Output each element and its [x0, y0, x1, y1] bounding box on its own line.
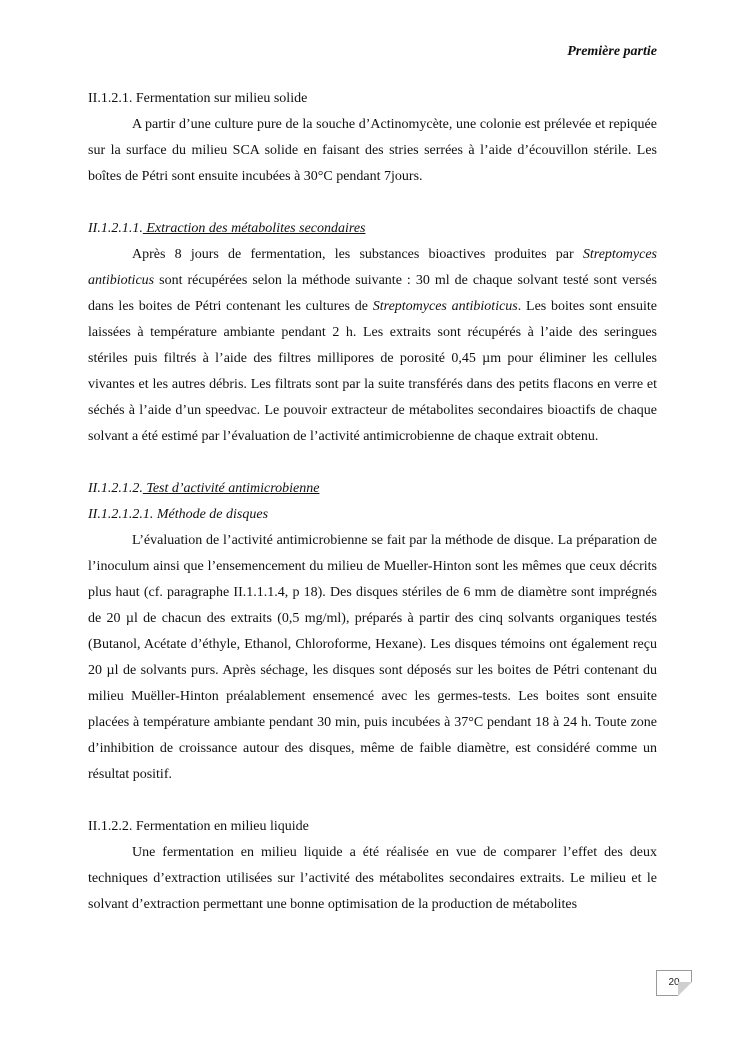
spacer	[88, 450, 657, 476]
page-header: Première partie	[567, 44, 657, 59]
spacer	[88, 788, 657, 814]
text-run: sont récupérées selon la méthode suivante : 30 ml de chaque solvant testé sont versés dans les boites de Pétri contenant les cultures de	[88, 273, 657, 314]
spacer	[88, 190, 657, 216]
species-name: Streptomyces antibioticus	[372, 299, 518, 314]
species-name: Streptomyces antibioticus	[88, 247, 657, 288]
heading-title: Extraction des métabolites secondaires	[142, 221, 366, 236]
section-heading-extraction	[88, 216, 657, 242]
section-heading-test-activite	[88, 476, 657, 502]
paragraph-fermentation-solide: A partir d’une culture pure de la souche d’Actinomycète, une colonie est prélevée et repiquée sur la surface du milieu SCA solide en faisant des stries serrées à l’aide d’écouvillon stérile. Les boîtes de Pétri sont ensuite incubées à 30°C pendant 7jours.	[88, 117, 657, 184]
text-run: . Les boites sont ensuite laissées à température ambiante pendant 2 h. Les extraits sont récupérés à l’aide des seringues stériles puis filtrés à l’aide des filtres millipores de porosité 0,45 µm pour éliminer les cellules vivantes et les autres débris. Les filtrats sont par la suite transférés dans des petits flacons en verre et séchés à l’aide d’un speedvac. Le pouvoir extracteur de métabolites secondaires bioactifs de chaque solvant a été estimé par l’évaluation de l’activité antimicrobienne de chaque extrait obtenu.	[88, 299, 657, 444]
heading-title: Test d’activité antimicrobienne	[142, 481, 320, 496]
subsection-heading-methode-disques: II.1.2.1.2.1. Méthode de disques	[88, 507, 269, 522]
paragraph-fermentation-liquide: Une fermentation en milieu liquide a été réalisée en vue de comparer l’effet des deux techniques d’extraction utilisées sur l’activité des métabolites secondaires extraits. Le milieu et le solvant d’extraction permettant une bonne optimisation de la production de métabolites	[88, 845, 657, 912]
text-run: Après 8 jours de fermentation, les substances bioactives produites par	[132, 247, 583, 262]
section-heading-fermentation-liquide: II.1.2.2. Fermentation en milieu liquide	[88, 819, 309, 834]
heading-number: II.1.2.1.2.	[88, 481, 143, 496]
paragraph-extraction	[88, 242, 657, 450]
section-heading-fermentation-solide: II.1.2.1. Fermentation sur milieu solide	[88, 91, 308, 106]
page-number: 20	[656, 970, 692, 996]
heading-number: II.1.2.1.1.	[88, 221, 143, 236]
document-body	[88, 86, 657, 918]
paragraph-methode-disques: L’évaluation de l’activité antimicrobienne se fait par la méthode de disque. La préparation de l’inoculum ainsi que l’ensemencement du milieu de Mueller-Hinton sont les mêmes que ceux décrits plus haut (cf. paragraphe II.1.1.1.4, p 18). Des disques stériles de 6 mm de diamètre sont imprégnés de 20 µl de chacun des extraits (0,5 mg/ml), préparés à partir des cinq solvants organiques testés (Butanol, Acétate d’éthyle, Ethanol, Chloroforme, Hexane). Les disques témoins ont également reçu 20 µl de solvants purs. Après séchage, les disques sont déposés sur les boites de Pétri contenant du milieu Muëller-Hinton préalablement ensemencé avec les germes-tests. Les boites sont ensuite placées à température ambiante pendant 30 min, puis incubées à 37°C pendant 18 à 24 h. Toute zone d’inhibition de croissance autour des disques, même de faible diamètre, est considéré comme un résultat positif.	[88, 533, 657, 782]
